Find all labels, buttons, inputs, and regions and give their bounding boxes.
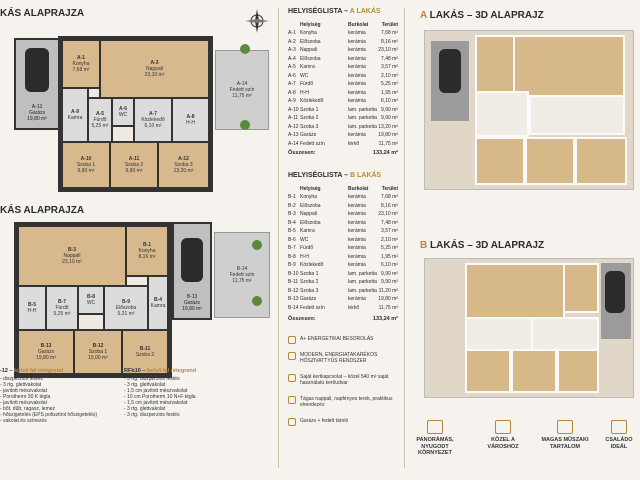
room-flooring: kerámia <box>348 245 366 251</box>
room-id: B-12 <box>288 287 299 294</box>
feature-item: A+ ENERGETIKAI BESOROLÁS <box>288 336 398 344</box>
garden-icon <box>288 374 296 382</box>
plan-a-floor <box>58 36 213 192</box>
room-area: 23,10 m² <box>378 47 398 53</box>
table-row <box>288 107 398 114</box>
room-flooring: kerámia <box>348 38 366 45</box>
feature-card: MAGAS MŰSZAKI TARTALOM <box>540 420 590 450</box>
room-a7: A-7 Közlekedő 6,10 m² <box>133 97 173 143</box>
table-row <box>288 47 398 54</box>
room-b12: B-13 Garázs 19,80 m² <box>17 329 75 375</box>
room-name: Előszoba <box>300 55 321 62</box>
room-area: 13,20 m² <box>378 123 398 130</box>
a-3d-title <box>420 10 544 21</box>
room-name: Előszoba <box>300 38 321 45</box>
feature-card: PANORÁMÁS, NYUGODT KÖRNYEZET <box>410 420 460 457</box>
table-row <box>288 211 398 218</box>
room-name: Garázs <box>300 132 317 138</box>
room-id: B-14 <box>288 304 299 311</box>
room-name: Szoba 1 <box>300 106 319 113</box>
room-b4: B-4 Kamra <box>147 275 169 331</box>
room-name: WC <box>300 236 309 243</box>
room-name: Nappali <box>300 211 317 217</box>
family-icon <box>611 420 627 434</box>
room-id: A-8 <box>288 89 296 96</box>
room-a8: A-8 H-H <box>171 97 210 143</box>
render-a-bath <box>475 91 529 137</box>
room-list-b-total: Összesen: 133,24 m² <box>288 316 398 322</box>
render-b-bath <box>465 317 533 351</box>
room-list-a-header: Helyiség Burkolat Terület <box>300 22 398 28</box>
room-list-a <box>288 8 398 168</box>
room-name: Szoba 2 <box>300 115 319 121</box>
table-row <box>288 237 398 244</box>
render-a-living <box>513 35 625 97</box>
room-flooring: kerámia <box>348 296 366 302</box>
mountain-icon <box>427 420 443 434</box>
car-icon <box>288 418 296 426</box>
room-b11: B-12 Szoba 1 15,00 m² <box>73 329 123 375</box>
render-a-hall <box>529 95 625 135</box>
room-flooring: kerámia <box>348 81 366 87</box>
room-area: 19,80 m² <box>378 296 398 302</box>
room-area: 11,20 m² <box>378 287 398 294</box>
plan-a-garage <box>14 38 60 130</box>
room-list-b-header: Helyiség Burkolat Terület <box>300 186 398 192</box>
b-3d-label: LAKÁS – 3D ALAPRAJZ <box>430 240 545 251</box>
room-flooring: kerámia <box>348 211 366 217</box>
room-flooring: kerámia <box>348 55 366 62</box>
table-row <box>288 305 398 312</box>
room-name: H-H <box>300 253 309 260</box>
room-flooring: kerámia <box>348 132 366 138</box>
room-flooring: kerámia <box>348 202 366 209</box>
room-b7: B-7 Fürdő 5,25 m² <box>45 285 79 331</box>
room-a12: A-12 Szoba 3 13,20 m² <box>157 141 210 189</box>
divider <box>404 8 405 468</box>
room-a9: A-9 Kamra <box>61 87 89 143</box>
render-b-living <box>465 263 565 319</box>
car-icon <box>439 49 461 93</box>
room-a10: A-10 Szoba 1 9,90 m² <box>61 141 111 189</box>
room-area: 23,10 m² <box>378 211 398 217</box>
table-row <box>288 115 398 122</box>
room-id: B-13 <box>288 296 299 302</box>
room-name: Közlekedő <box>300 262 324 268</box>
table-row <box>288 132 398 139</box>
room-id: B-10 <box>288 270 299 277</box>
table-row <box>288 220 398 227</box>
room-flooring: kerámia <box>348 72 366 79</box>
room-a6: A-6 WC <box>111 97 135 127</box>
room-area: 9,90 m² <box>381 270 398 277</box>
plan-b-terrace: B-14 Fedett szín 11,75 m² <box>214 232 270 318</box>
table-row <box>288 262 398 269</box>
room-id: A-14 <box>288 140 299 147</box>
room-area: 2,10 m² <box>381 236 398 243</box>
room-b3: B-3 Nappali 23,10 m² <box>17 225 127 287</box>
room-id: B-9 <box>288 262 296 268</box>
car-icon <box>181 238 203 282</box>
room-flooring: lam. parketta <box>348 106 377 113</box>
table-row <box>288 296 398 303</box>
room-flooring: kerámia <box>348 30 366 36</box>
feature-list <box>288 336 400 436</box>
render-b-room2 <box>511 349 557 393</box>
room-area: 19,80 m² <box>378 132 398 138</box>
table-row <box>288 30 398 37</box>
divider <box>278 8 279 468</box>
room-b5: B-5 H-H <box>17 285 47 331</box>
table-row <box>288 81 398 88</box>
table-row <box>288 124 398 131</box>
plant-icon <box>252 240 262 250</box>
table-row <box>288 228 398 235</box>
room-a1: A-1 Konyha 7,68 m² <box>61 39 101 89</box>
plan-b-floor <box>14 222 172 378</box>
render-b <box>424 258 634 398</box>
room-id: A-1 <box>288 30 296 36</box>
room-name: Konyha <box>300 194 317 200</box>
room-id: B-3 <box>288 211 296 217</box>
room-name: Fedett szín <box>300 140 325 147</box>
plan-a-title: KÁS ALAPRAJZA <box>0 8 85 19</box>
room-a3: A-3 Nappali 23,10 m² <box>99 39 210 99</box>
wall-spec-a: -12 – külső fal rétegrend - diszperziós festés - 3 rtg. glettvakolat - javított mészvakolat - Porotherm 30 K tégla - javított mészvakolat - bőt, dűb, ragasz, lemez - hőszigetelés (EPS polisztirol hőszigetelés) - vakolat és színezés <box>0 368 97 424</box>
render-a-room2 <box>525 137 575 185</box>
room-a11: A-11 Szoba 2 9,90 m² <box>109 141 159 189</box>
room-id: A-2 <box>288 38 296 45</box>
room-flooring: kerámia <box>348 253 366 260</box>
room-name: Szoba 1 <box>300 270 319 277</box>
room-name: Szoba 2 <box>300 279 319 285</box>
room-flooring: kerámia <box>348 64 366 70</box>
room-list-b <box>288 172 398 332</box>
room-name: Fürdő <box>300 245 314 251</box>
room-flooring: kerámia <box>348 194 366 200</box>
room-flooring: kerámia <box>348 219 366 226</box>
room-name: Közlekedő <box>300 98 324 104</box>
plant-icon <box>252 296 262 306</box>
plan-b-garage-label: B-13 Garázs 19,80 m² <box>182 294 202 312</box>
table-row <box>288 141 398 148</box>
plan-a-terrace: A-14 Fedett szín 11,75 m² <box>215 50 269 130</box>
room-a5: A-5 Fürdő 5,25 m² <box>87 97 113 143</box>
room-area: 7,48 m² <box>381 55 398 62</box>
plan-a-garage-label: A-13 Garázs 19,80 m² <box>27 104 47 122</box>
table-row <box>288 39 398 46</box>
room-name: Kamra <box>300 64 315 70</box>
room-area: 3,57 m² <box>381 228 398 234</box>
room-flooring: lam. parketta <box>348 123 377 130</box>
table-row <box>288 245 398 252</box>
room-flooring: kerámia <box>348 89 366 96</box>
room-id: A-12 <box>288 123 299 130</box>
room-id: B-11 <box>288 279 299 285</box>
a-3d-letter: A <box>420 10 427 21</box>
room-name: Előszoba <box>300 219 321 226</box>
table-row <box>288 288 398 295</box>
room-area: 11,75 m² <box>378 304 398 311</box>
render-a-kitchen <box>475 35 515 93</box>
b-3d-letter: B <box>420 240 428 251</box>
room-list-a-title: HELYISÉGLISTA – A LAKÁS <box>288 8 381 15</box>
room-id: A-9 <box>288 98 296 104</box>
room-b9: B-9 Előszoba 5,31 m² <box>103 285 149 331</box>
energy-icon <box>288 336 296 344</box>
table-row <box>288 90 398 97</box>
compass-icon <box>244 8 270 34</box>
table-row <box>288 64 398 71</box>
room-name: Szoba 3 <box>300 123 319 130</box>
room-name: Kamra <box>300 228 315 234</box>
room-area: 5,25 m² <box>381 245 398 251</box>
table-row <box>288 254 398 261</box>
city-icon <box>495 420 511 434</box>
room-id: B-6 <box>288 236 296 243</box>
room-name: Garázs <box>300 296 317 302</box>
room-flooring: lam. parketta <box>348 279 377 285</box>
room-flooring: kerámia <box>348 236 366 243</box>
table-row <box>288 194 398 201</box>
room-b8: B-8 WC <box>77 285 105 315</box>
room-area: 6,10 m² <box>381 98 398 104</box>
table-row <box>288 203 398 210</box>
room-area: 8,16 m² <box>381 202 398 209</box>
room-id: A-4 <box>288 55 296 62</box>
render-a <box>424 30 634 190</box>
room-area: 6,10 m² <box>381 262 398 268</box>
room-flooring: lam. parketta <box>348 287 377 294</box>
room-area: 7,68 m² <box>381 194 398 200</box>
room-id: A-6 <box>288 72 296 79</box>
room-list-b-title: HELYISÉGLISTA – B LAKÁS <box>288 172 382 179</box>
room-area: 11,75 m² <box>378 140 398 147</box>
plant-icon <box>240 120 250 130</box>
table-row <box>288 279 398 286</box>
room-list-a-total: Összesen: 133,24 m² <box>288 150 398 156</box>
b-3d-title <box>420 240 544 251</box>
car-icon <box>25 48 49 92</box>
table-row <box>288 271 398 278</box>
table-row <box>288 56 398 63</box>
render-a-room1 <box>475 137 525 185</box>
room-flooring: kerámia <box>348 228 366 234</box>
feature-item: Saját kertkapcsolat – közel 540 m² saját használatú kert/udvar <box>288 374 398 386</box>
room-name: H-H <box>300 89 309 96</box>
room-area: 7,48 m² <box>381 219 398 226</box>
room-name: Konyha <box>300 30 317 36</box>
render-b-room1 <box>465 349 511 393</box>
room-area: 3,57 m² <box>381 64 398 70</box>
room-area: 1,95 m² <box>381 89 398 96</box>
heat-pump-icon <box>288 352 296 360</box>
room-id: B-2 <box>288 202 296 209</box>
house-icon <box>557 420 573 434</box>
feature-card: CSALÁDO IDEÁL <box>598 420 640 450</box>
render-b-hall <box>531 317 599 351</box>
room-id: A-3 <box>288 47 296 53</box>
room-id: A-7 <box>288 81 296 87</box>
room-name: Szoba 3 <box>300 287 319 294</box>
room-flooring: lam. parketta <box>348 115 377 121</box>
room-id: A-11 <box>288 115 299 121</box>
room-id: A-13 <box>288 132 299 138</box>
room-area: 8,16 m² <box>381 38 398 45</box>
render-b-room3 <box>557 349 599 393</box>
room-name: Fedett szín <box>300 304 325 311</box>
room-id: A-10 <box>288 106 299 113</box>
wall-spec-b: RFb10 – belső fal rétegrend - 3 rtg. diszperziós festés - 3 rtg. glettvakolat - 1,5 cm javított mészvakolat - 10 cm Porotherm 10 N+F tégla - 1,5 cm javított mészvakolat - 3 rtg. glettvakolat - 3 rtg. diszperziós festés <box>124 368 197 418</box>
room-flooring: térkő <box>348 140 360 147</box>
room-id: B-4 <box>288 219 296 226</box>
room-id: B-8 <box>288 253 296 260</box>
room-flooring: térkő <box>348 304 360 311</box>
room-name: Előszoba <box>300 202 321 209</box>
room-area: 9,90 m² <box>381 115 398 121</box>
feature-item: Garázs + fedett tároló <box>288 418 398 426</box>
plan-b-garage <box>172 222 212 320</box>
a-3d-label: LAKÁS – 3D ALAPRAJZ <box>429 10 544 21</box>
room-id: B-1 <box>288 194 296 200</box>
table-row <box>288 98 398 105</box>
room-area: 7,68 m² <box>381 30 398 36</box>
room-flooring: lam. parketta <box>348 270 377 277</box>
render-a-room3 <box>575 137 627 185</box>
room-area: 1,95 m² <box>381 253 398 260</box>
room-b10: B-11 Szoba 2 <box>121 329 169 375</box>
room-area: 5,25 m² <box>381 81 398 87</box>
room-area: 9,90 m² <box>381 106 398 113</box>
room-flooring: kerámia <box>348 262 366 268</box>
car-icon <box>605 271 625 313</box>
plant-icon <box>240 44 250 54</box>
plan-b-title: KÁS ALAPRAJZA <box>0 205 85 216</box>
room-id: A-5 <box>288 64 296 70</box>
room-id: B-7 <box>288 245 296 251</box>
room-area: 9,90 m² <box>381 279 398 285</box>
room-b1: B-1 Konyha 8,16 m² <box>125 225 169 277</box>
room-name: Nappali <box>300 47 317 53</box>
room-name: WC <box>300 72 309 79</box>
room-id: B-5 <box>288 228 296 234</box>
feature-item: Tágas nappali, napfényes terek, praktikus elrendezés <box>288 396 398 408</box>
feature-card: KÖZEL A VÁROSHOZ <box>478 420 528 450</box>
feature-item: MODERN, ENERGIATAKARÉKOS HŐSZIVATTYÚS RENDSZER <box>288 352 398 364</box>
room-area: 2,10 m² <box>381 72 398 79</box>
room-flooring: kerámia <box>348 47 366 53</box>
room-flooring: kerámia <box>348 98 366 104</box>
room-name: Fürdő <box>300 81 314 87</box>
sun-icon <box>288 396 296 404</box>
table-row <box>288 73 398 80</box>
render-b-kitchen <box>563 263 599 313</box>
